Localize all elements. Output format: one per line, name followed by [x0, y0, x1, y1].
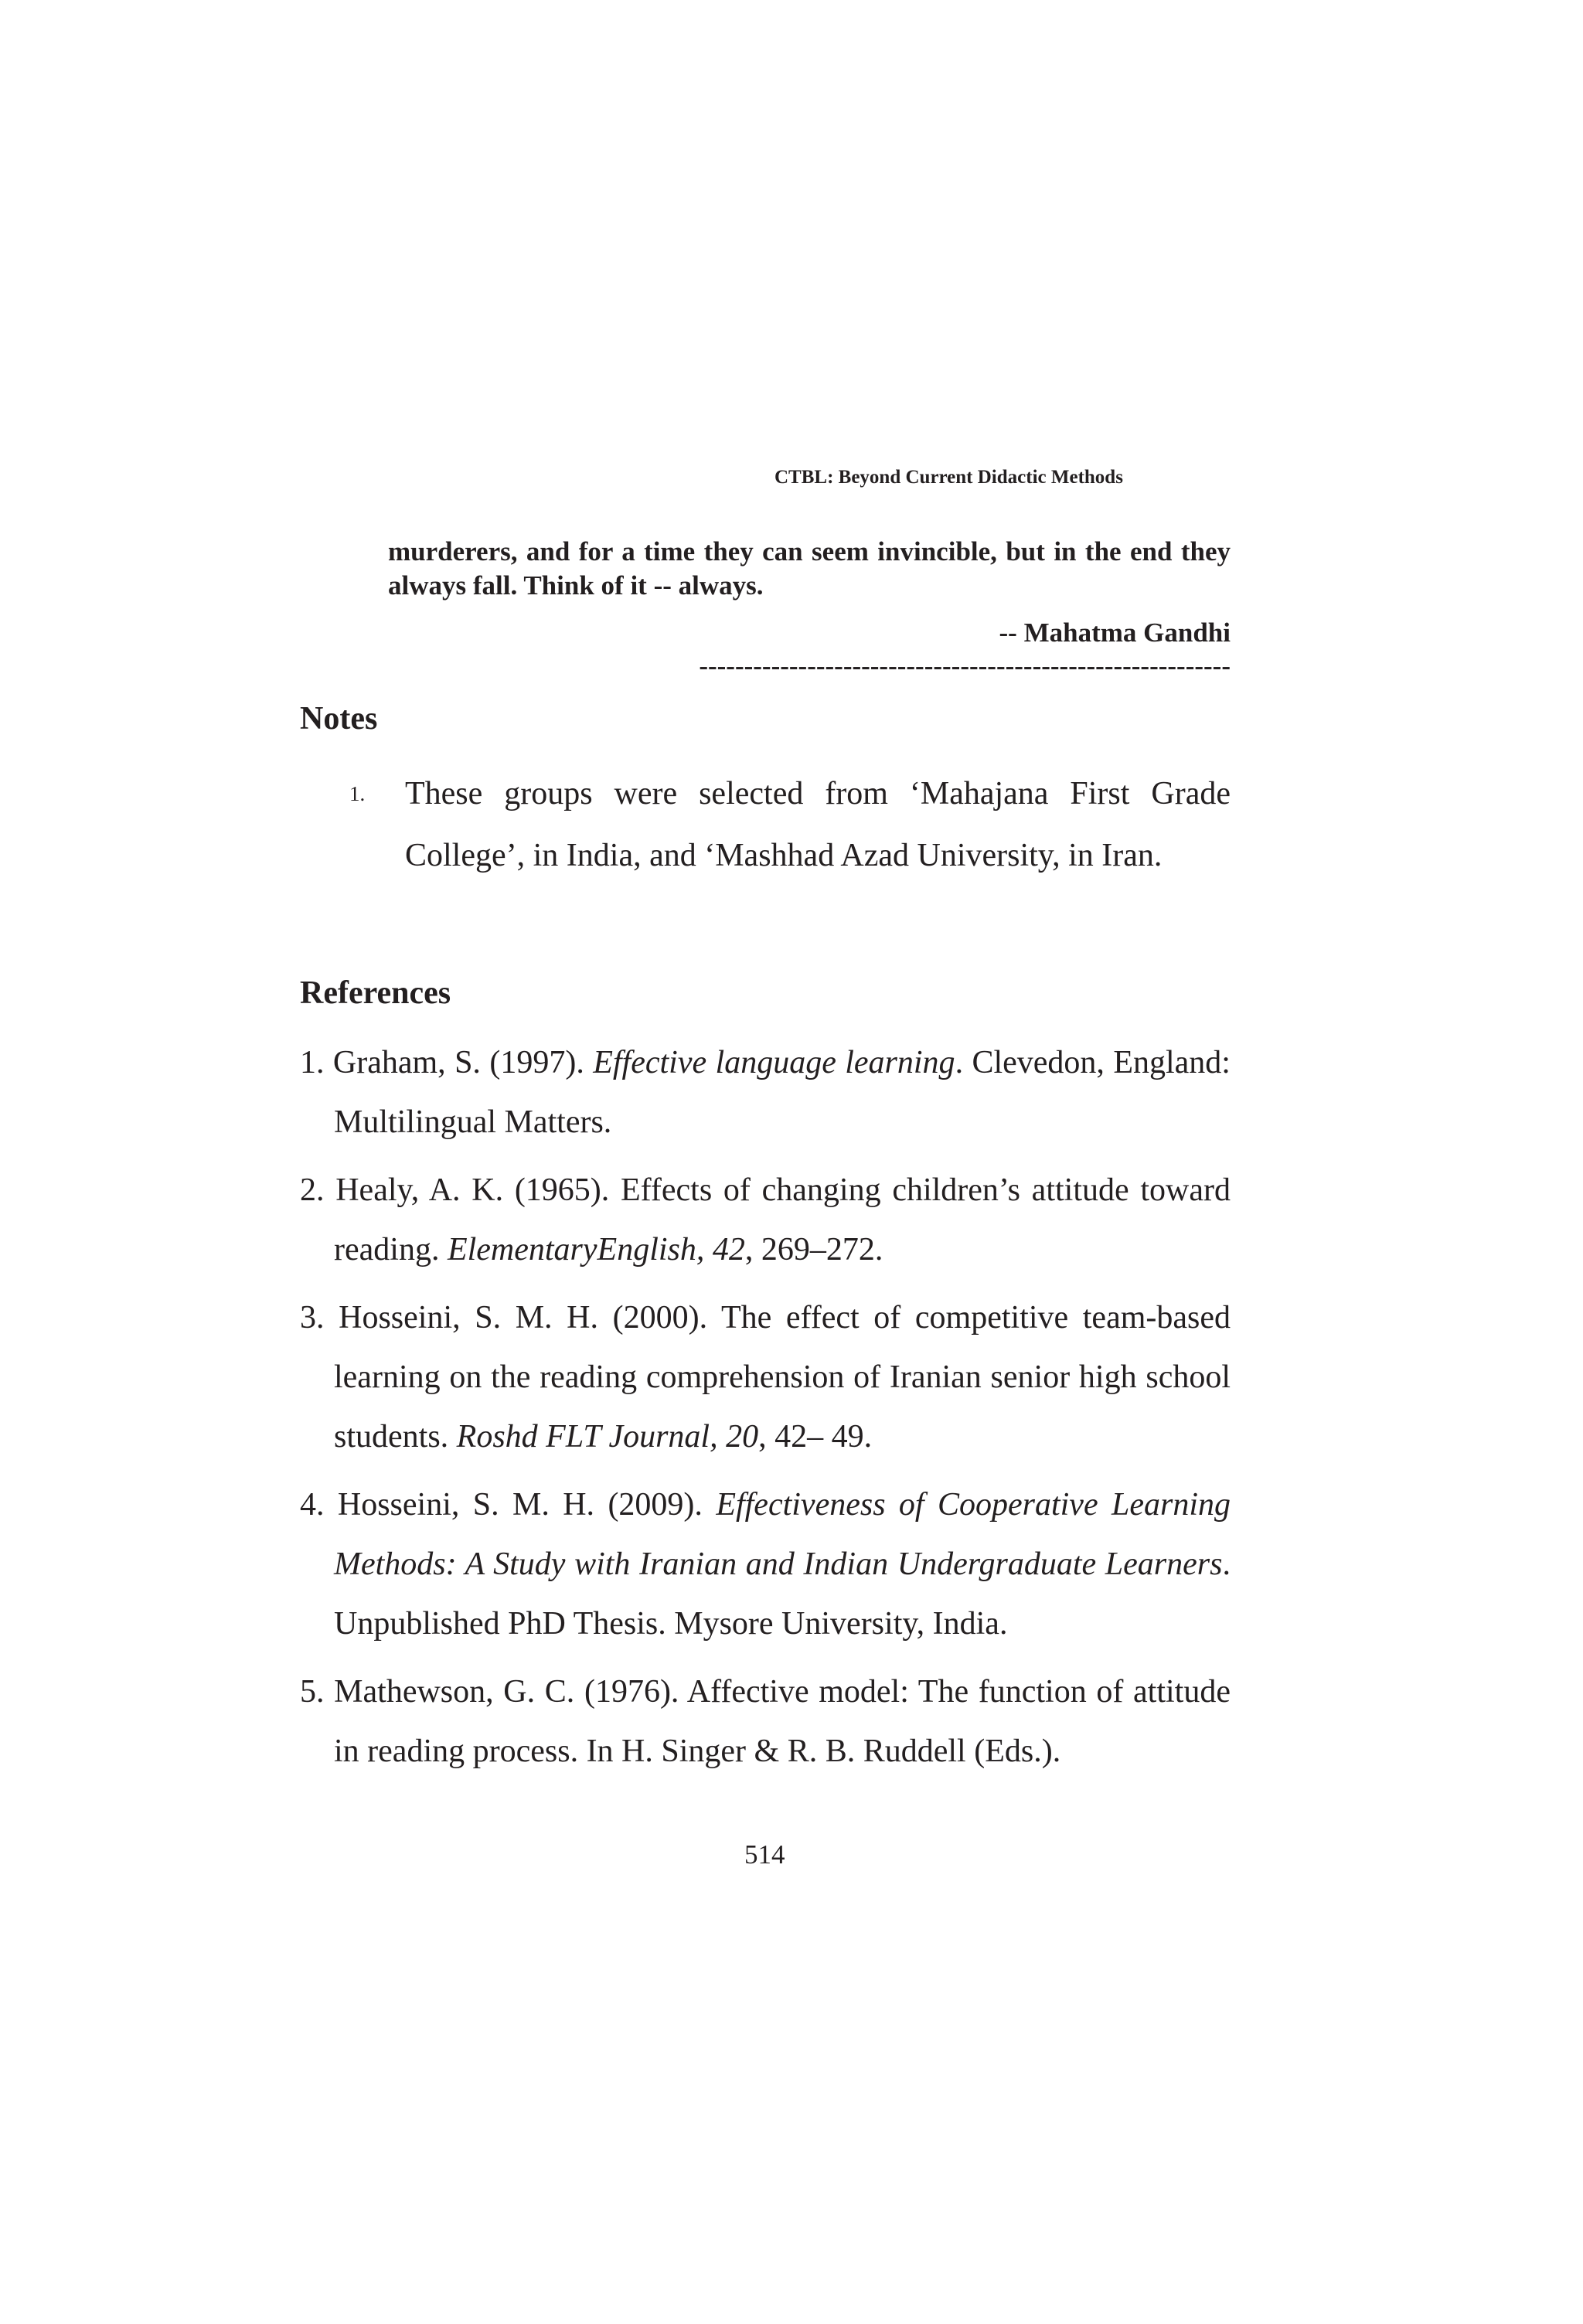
- running-header: CTBL: Beyond Current Didactic Methods: [774, 467, 1123, 488]
- quote-block: [388, 535, 1231, 603]
- reference-text: . Unpublished PhD Thesis. Mysore University, India.: [334, 1546, 1231, 1642]
- references-heading: References: [300, 975, 451, 1011]
- reference-text: 4. Hosseini, S. M. H. (2009).: [300, 1487, 717, 1523]
- reference-title: Effective language learning: [593, 1045, 955, 1080]
- note-text: These groups were selected from ‘Mahajana First Grade College’, in India, and ‘Mashhad Azad University, in Iran.: [405, 776, 1231, 873]
- reference-text: 5. Mathewson, G. C. (1976). Affective model: The function of attitude in reading process. In H. Singer & R. B. Ruddell (Eds.).: [300, 1674, 1231, 1769]
- reference-text: , 269–272.: [744, 1232, 883, 1267]
- note-number: 1.: [349, 782, 366, 805]
- reference-text: . Clevedon, England: Multilingual Matters.: [334, 1045, 1231, 1140]
- reference-item: [300, 1662, 1231, 1781]
- reference-text: 1. Graham, S. (1997).: [300, 1045, 594, 1080]
- reference-title: ElementaryEnglish, 42: [447, 1232, 745, 1267]
- section-divider: -----------------------------------------------------------: [699, 651, 1231, 681]
- references-list: [300, 1033, 1231, 1790]
- quote-text: murderers, and for a time they can seem invincible, but in the end they always fall. Think of it -- always.: [388, 536, 1231, 601]
- page-number: 514: [744, 1839, 785, 1870]
- reference-item: [300, 1475, 1231, 1654]
- reference-item: [300, 1033, 1231, 1152]
- reference-title: Roshd FLT Journal, 20: [456, 1419, 759, 1455]
- reference-text: 2. Healy, A. K. (1965). Effects of changing children’s attitude toward reading.: [300, 1172, 1231, 1267]
- reference-title: Effectiveness of Cooperative Learning Methods: A Study with Iranian and Indian Undergraduate Learners: [334, 1487, 1231, 1582]
- reference-text: 3. Hosseini, S. M. H. (2000). The effect of competitive team-based learning on the reading comprehension of Iranian senior high school students.: [300, 1300, 1231, 1455]
- reference-text: , 42– 49.: [758, 1419, 873, 1455]
- note-item: [349, 763, 1231, 886]
- reference-item: [300, 1288, 1231, 1467]
- reference-item: [300, 1161, 1231, 1280]
- quote-attribution-block: [388, 615, 1231, 682]
- quote-attribution: -- Mahatma Gandhi: [999, 618, 1231, 648]
- notes-heading: Notes: [300, 701, 378, 737]
